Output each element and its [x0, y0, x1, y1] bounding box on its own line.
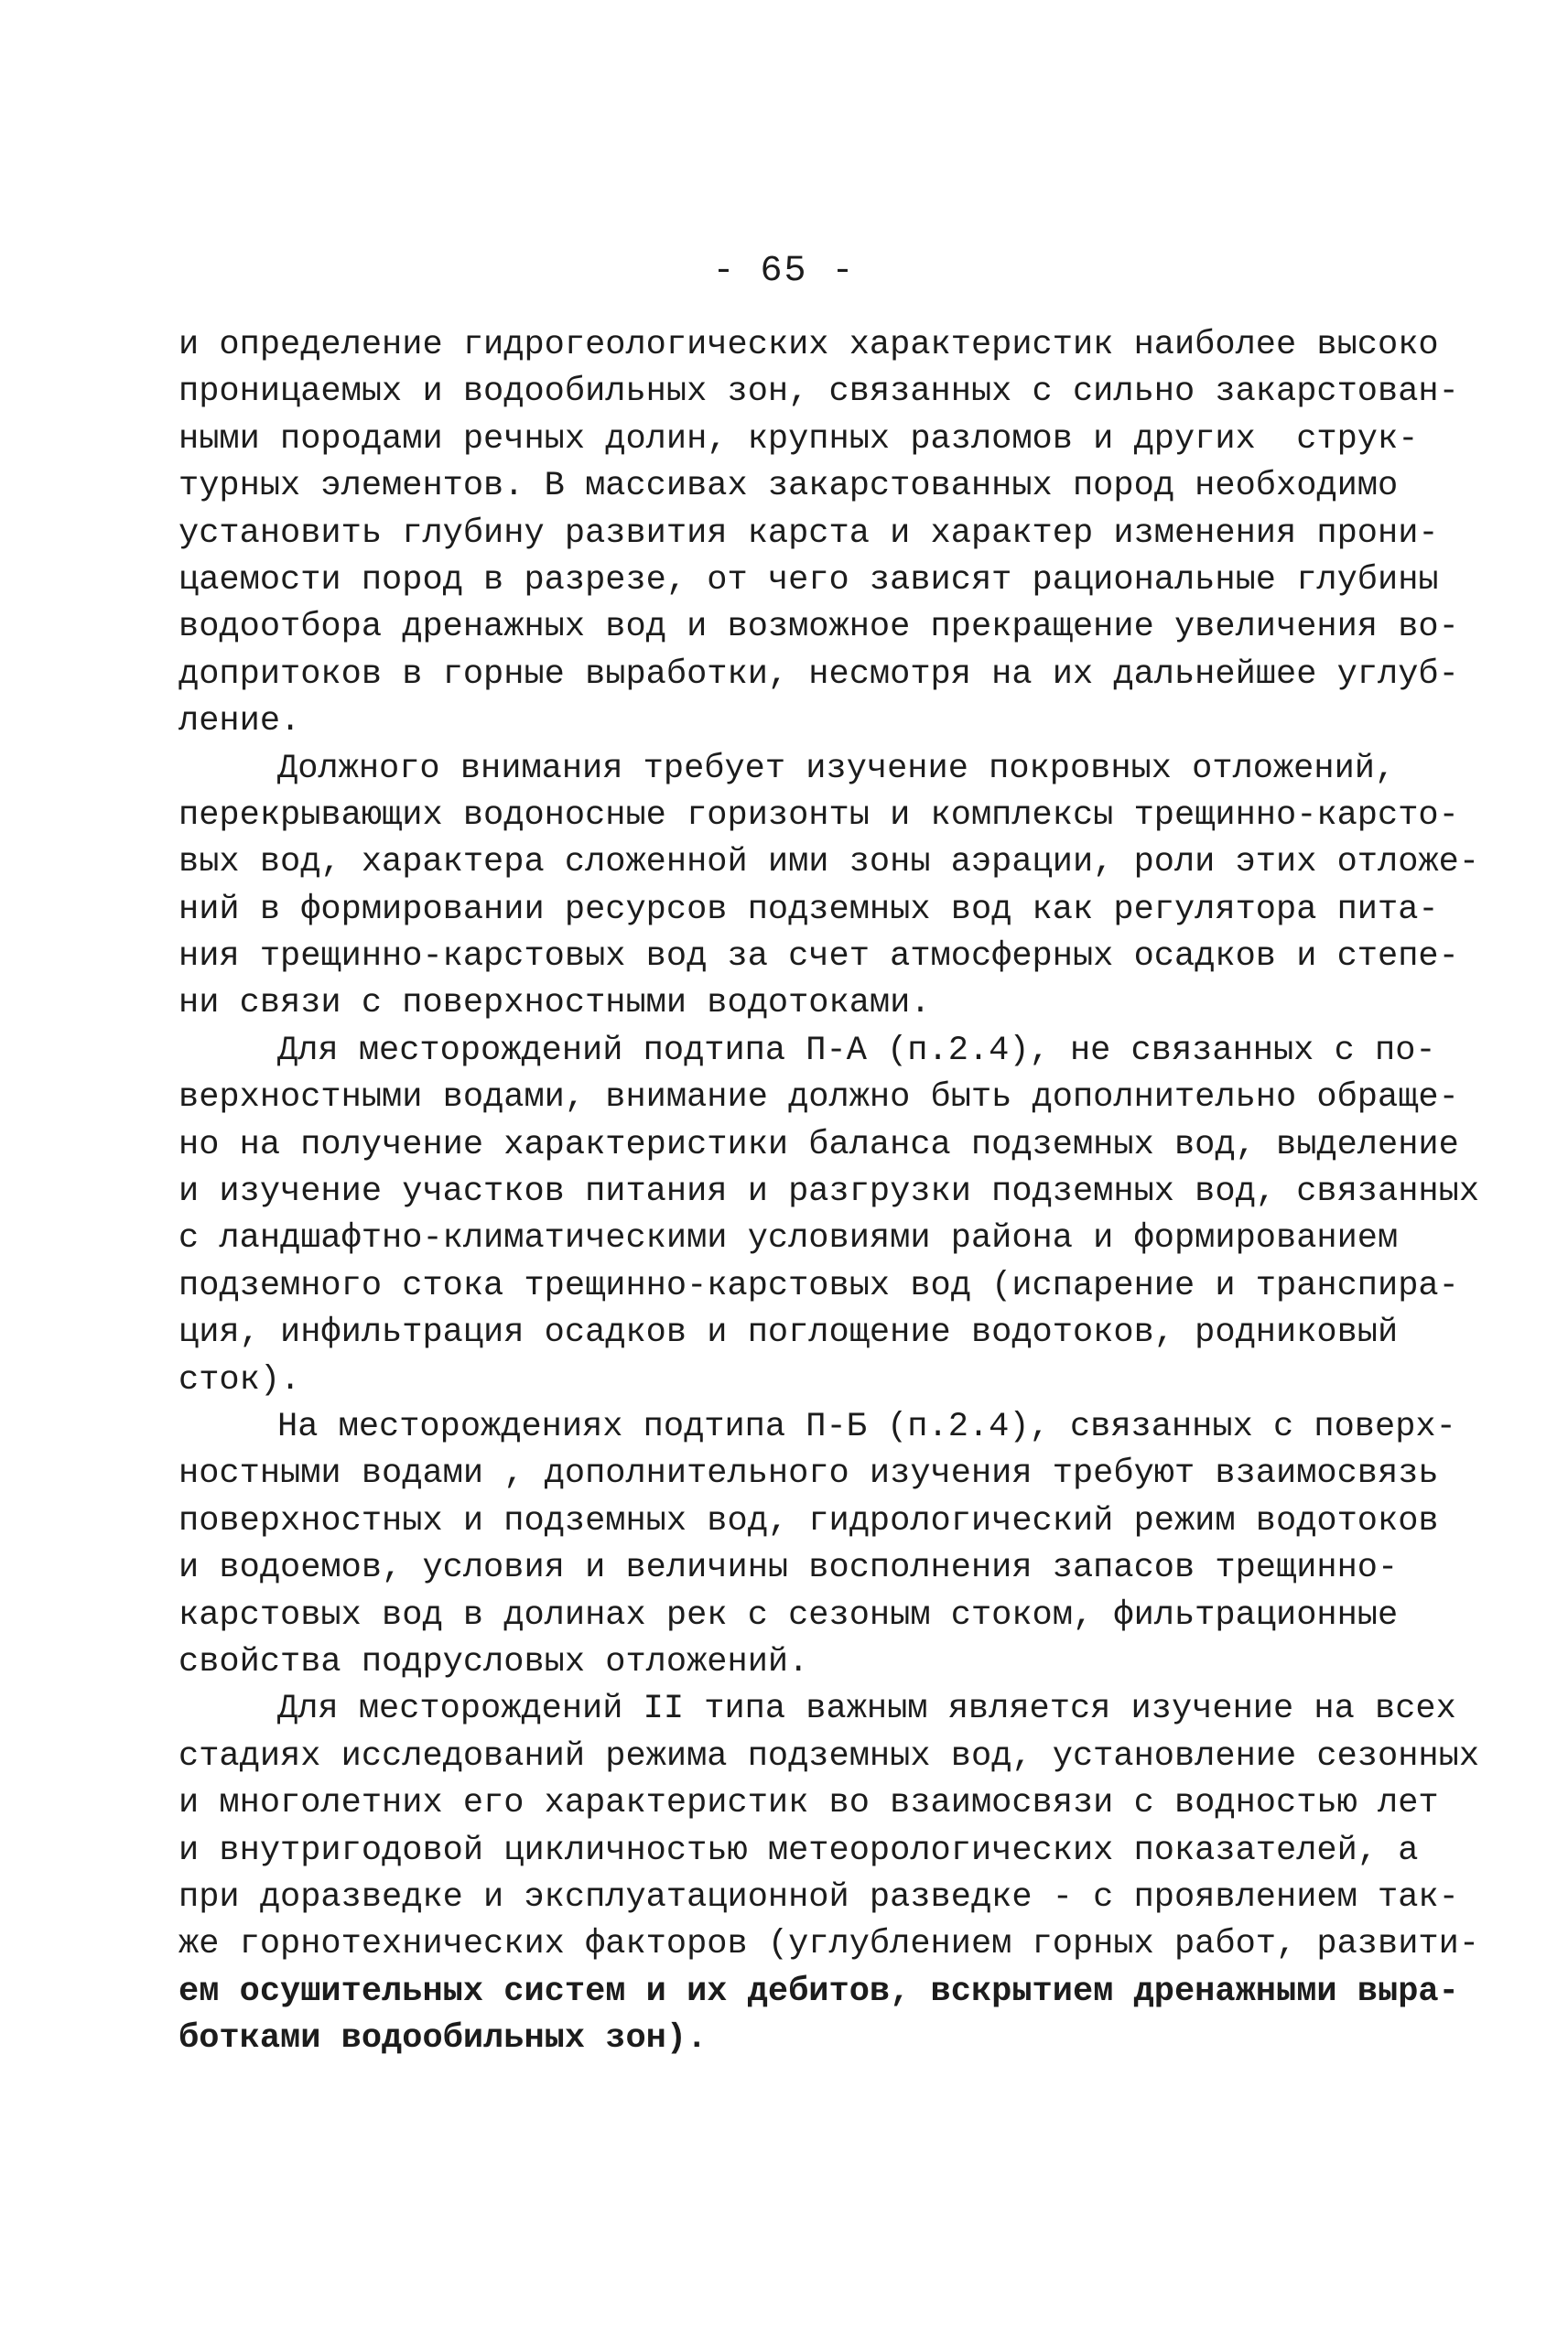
text-line: турных элементов. В массивах закарстованных пород необходимо [178, 467, 1399, 506]
text-line: поверхностных и подземных вод, гидрологический режим водотоков [178, 1501, 1439, 1541]
text-line: ния трещинно-карстовых вод за счет атмосферных осадков и степе- [178, 937, 1459, 977]
text-line: допритоков в горные выработки, несмотря на их дальнейшее углуб- [178, 654, 1459, 694]
text-line: и многолетних его характеристик во взаимосвязи с водностью лет [178, 1784, 1439, 1823]
text-line: ни связи с поверхностными водотоками. [178, 984, 931, 1023]
body-text [178, 322, 1480, 2062]
text-line: ностными водами , дополнительного изучения требуют взаимосвязь [178, 1454, 1439, 1494]
text-line: стадиях исследований режима подземных вод, установление сезонных [178, 1736, 1480, 1776]
text-line: же горнотехнических факторов (углублением горных работ, развити- [178, 1925, 1480, 1964]
text-line: при доразведке и эксплуатационной разведке - с проявлением так- [178, 1877, 1459, 1917]
text-line: ция, инфильтрация осадков и поглощение водотоков, родниковый [178, 1314, 1399, 1353]
text-line: сток). [178, 1360, 301, 1400]
text-line: перекрывающих водоносные горизонты и комплексы трещинно-карсто- [178, 795, 1459, 835]
text-line: и изучение участков питания и разгрузки подземных вод, связанных [178, 1173, 1480, 1212]
text-line: ботками водообильных зон). [178, 2019, 708, 2059]
text-line: водоотбора дренажных вод и возможное прекращение увеличения во- [178, 608, 1459, 647]
text-line: верхностными водами, внимание должно быть дополнительно обраще- [178, 1078, 1459, 1118]
text-line: свойства подрусловых отложений. [178, 1642, 809, 1682]
paragraph [178, 1028, 1480, 1404]
text-line: но на получение характеристики баланса подземных вод, выделение [178, 1125, 1459, 1164]
page-number: - 65 - [712, 251, 856, 292]
text-line: и определение гидрогеологических характеристик наиболее высоко [178, 326, 1439, 364]
text-line: установить глубину развития карста и характер изменения прони- [178, 514, 1439, 553]
text-line: карстовых вод в долинах рек с сезоным стоком, фильтрационные [178, 1595, 1399, 1635]
text-line: цаемости пород в разрезе, от чего зависят рациональные глубины [178, 560, 1439, 600]
text-line: ний в формировании ресурсов подземных вод как регулятора пита- [178, 890, 1439, 929]
text-line: ем осушительных систем и их дебитов, вскрытием дренажными выра- [178, 1972, 1459, 2011]
paragraph [178, 1404, 1456, 1686]
text-line: и водоемов, условия и величины восполнения запасов трещинно- [178, 1549, 1399, 1588]
paragraph [178, 746, 1480, 1028]
paragraph [178, 322, 1459, 746]
text-line: подземного стока трещинно-карстовых вод (испарение и транспира- [178, 1266, 1459, 1305]
text-line: ление. [178, 702, 301, 741]
text-line: Для месторождений II типа важным является изучение на всех [277, 1690, 1456, 1729]
text-line: вых вод, характера сложенной ими зоны аэрации, роли этих отложе- [178, 843, 1480, 882]
paragraph [178, 1686, 1480, 2062]
text-line: с ландшафтно-климатическими условиями района и формированием [178, 1219, 1399, 1259]
text-line: проницаемых и водообильных зон, связанных с сильно закарстован- [178, 373, 1459, 412]
text-line: Для месторождений подтипа П-А (п.2.4), не связанных с по- [277, 1031, 1436, 1070]
text-line: и внутригодовой цикличностью метеорологических показателей, а [178, 1831, 1419, 1870]
text-line: ными породами речных долин, крупных разломов и других струк- [178, 419, 1419, 459]
text-line: Должного внимания требует изучение покровных отложений, [277, 749, 1396, 788]
text-line: На месторождениях подтипа П-Б (п.2.4), связанных с поверх- [277, 1407, 1456, 1446]
